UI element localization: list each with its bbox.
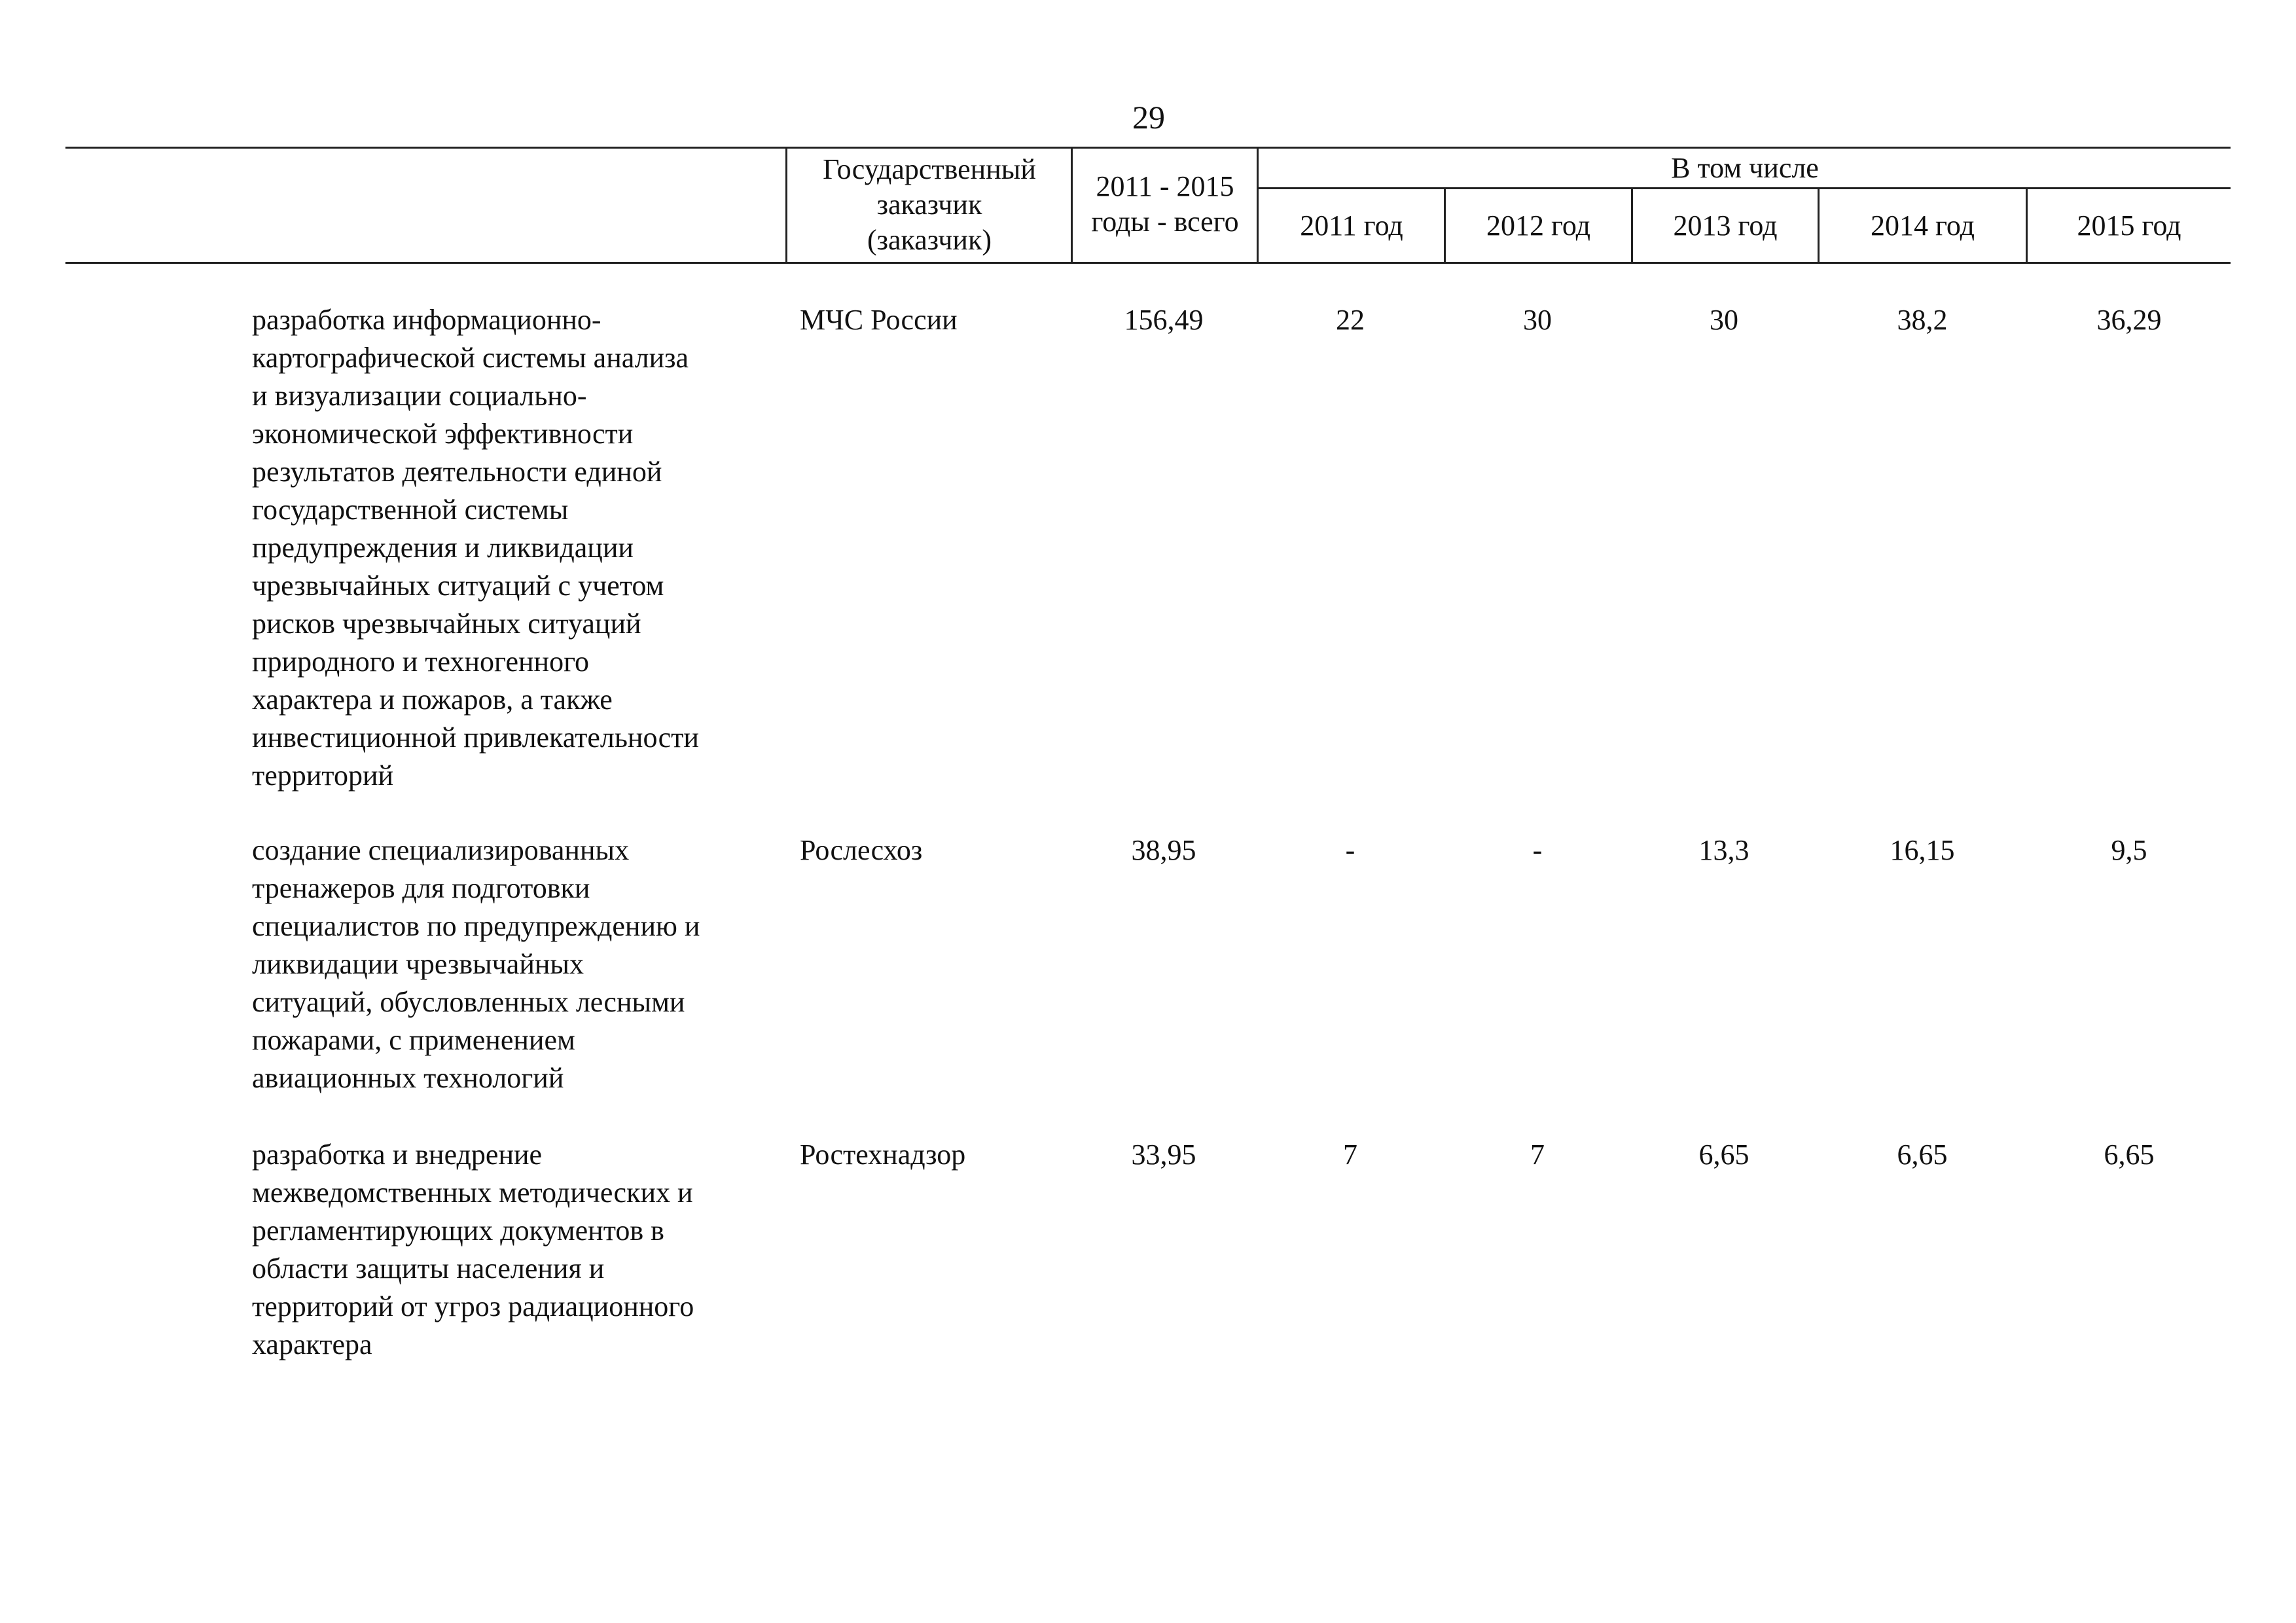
row-2014: 16,15 (1890, 834, 1955, 866)
row-description (252, 301, 776, 795)
header-customer (789, 152, 1070, 258)
row-description (252, 1136, 776, 1364)
description-line: разработка и внедрение (252, 1139, 543, 1171)
description-line: рисков чрезвычайных ситуаций (252, 608, 641, 640)
row-2011: 22 (1336, 304, 1365, 336)
header-total-line: годы - всего (1091, 206, 1239, 238)
row-2015: 6,65 (2104, 1139, 2155, 1171)
description-line: предупреждения и ликвидации (252, 532, 634, 564)
row-customer: Рослесхоз (800, 834, 923, 866)
row-2011: 7 (1343, 1139, 1357, 1171)
description-line: государственной системы (252, 494, 569, 526)
description-line: создание специализированных (252, 834, 630, 866)
row-2014: 6,65 (1897, 1139, 1948, 1171)
description-line: картографической системы анализа (252, 342, 689, 374)
row-customer: Ростехнадзор (800, 1139, 966, 1171)
including-rule (1257, 187, 2231, 189)
description-line: тренажеров для подготовки (252, 872, 590, 904)
header-customer-line: (заказчик) (867, 224, 992, 256)
col-divider-total (1071, 147, 1073, 263)
col-divider-2011 (1257, 147, 1259, 263)
header-total-line: 2011 - 2015 (1096, 170, 1234, 202)
header-bottom-rule (65, 262, 2231, 264)
header-total (1073, 169, 1257, 240)
row-2012: - (1532, 834, 1543, 866)
header-customer-line: заказчик (876, 189, 982, 221)
description-line: разработка информационно- (252, 304, 601, 336)
row-2013: 13,3 (1698, 834, 1749, 866)
description-line: природного и техногенного (252, 646, 590, 678)
header-top-rule (65, 147, 2231, 149)
header-year-2011: 2011 год (1300, 210, 1403, 242)
header-including: В том числе (1671, 152, 1819, 184)
page-number: 29 (1132, 99, 1165, 136)
row-2012: 7 (1530, 1139, 1545, 1171)
row-2011: - (1345, 834, 1355, 866)
description-line: характера и пожаров, а также (252, 684, 613, 716)
description-line: ситуаций, обусловленных лесными (252, 986, 685, 1018)
header-customer-line: Государственный (823, 153, 1036, 185)
row-2012: 30 (1523, 304, 1552, 336)
row-total: 38,95 (1131, 834, 1196, 866)
row-description (252, 831, 776, 1097)
description-line: регламентирующих документов в (252, 1214, 664, 1247)
description-line: характера (252, 1328, 372, 1360)
col-divider-customer (785, 147, 787, 263)
description-line: территорий от угроз радиационного (252, 1290, 694, 1322)
row-2015: 9,5 (2111, 834, 2147, 866)
description-line: авиационных технологий (252, 1062, 564, 1094)
description-line: территорий (252, 759, 394, 792)
row-total: 156,49 (1124, 304, 1204, 336)
row-customer: МЧС России (800, 304, 958, 336)
description-line: межведомственных методических и (252, 1176, 693, 1209)
header-year-2012: 2012 год (1486, 210, 1591, 242)
description-line: результатов деятельности единой (252, 456, 662, 488)
header-year-2014: 2014 год (1870, 210, 1975, 242)
row-total: 33,95 (1131, 1139, 1196, 1171)
header-year-2013: 2013 год (1673, 210, 1778, 242)
row-2015: 36,29 (2096, 304, 2162, 336)
description-line: специалистов по предупреждению и (252, 910, 700, 942)
description-line: области защиты населения и (252, 1252, 605, 1285)
description-line: экономической эффективности (252, 418, 634, 450)
description-line: чрезвычайных ситуаций с учетом (252, 570, 664, 602)
description-line: и визуализации социально- (252, 380, 587, 412)
row-2013: 30 (1710, 304, 1738, 336)
row-2014: 38,2 (1897, 304, 1948, 336)
header-year-2015: 2015 год (2077, 210, 2181, 242)
description-line: пожарами, с применением (252, 1024, 575, 1056)
description-line: инвестиционной привлекательности (252, 721, 699, 754)
row-2013: 6,65 (1698, 1139, 1749, 1171)
description-line: ликвидации чрезвычайных (252, 948, 584, 980)
